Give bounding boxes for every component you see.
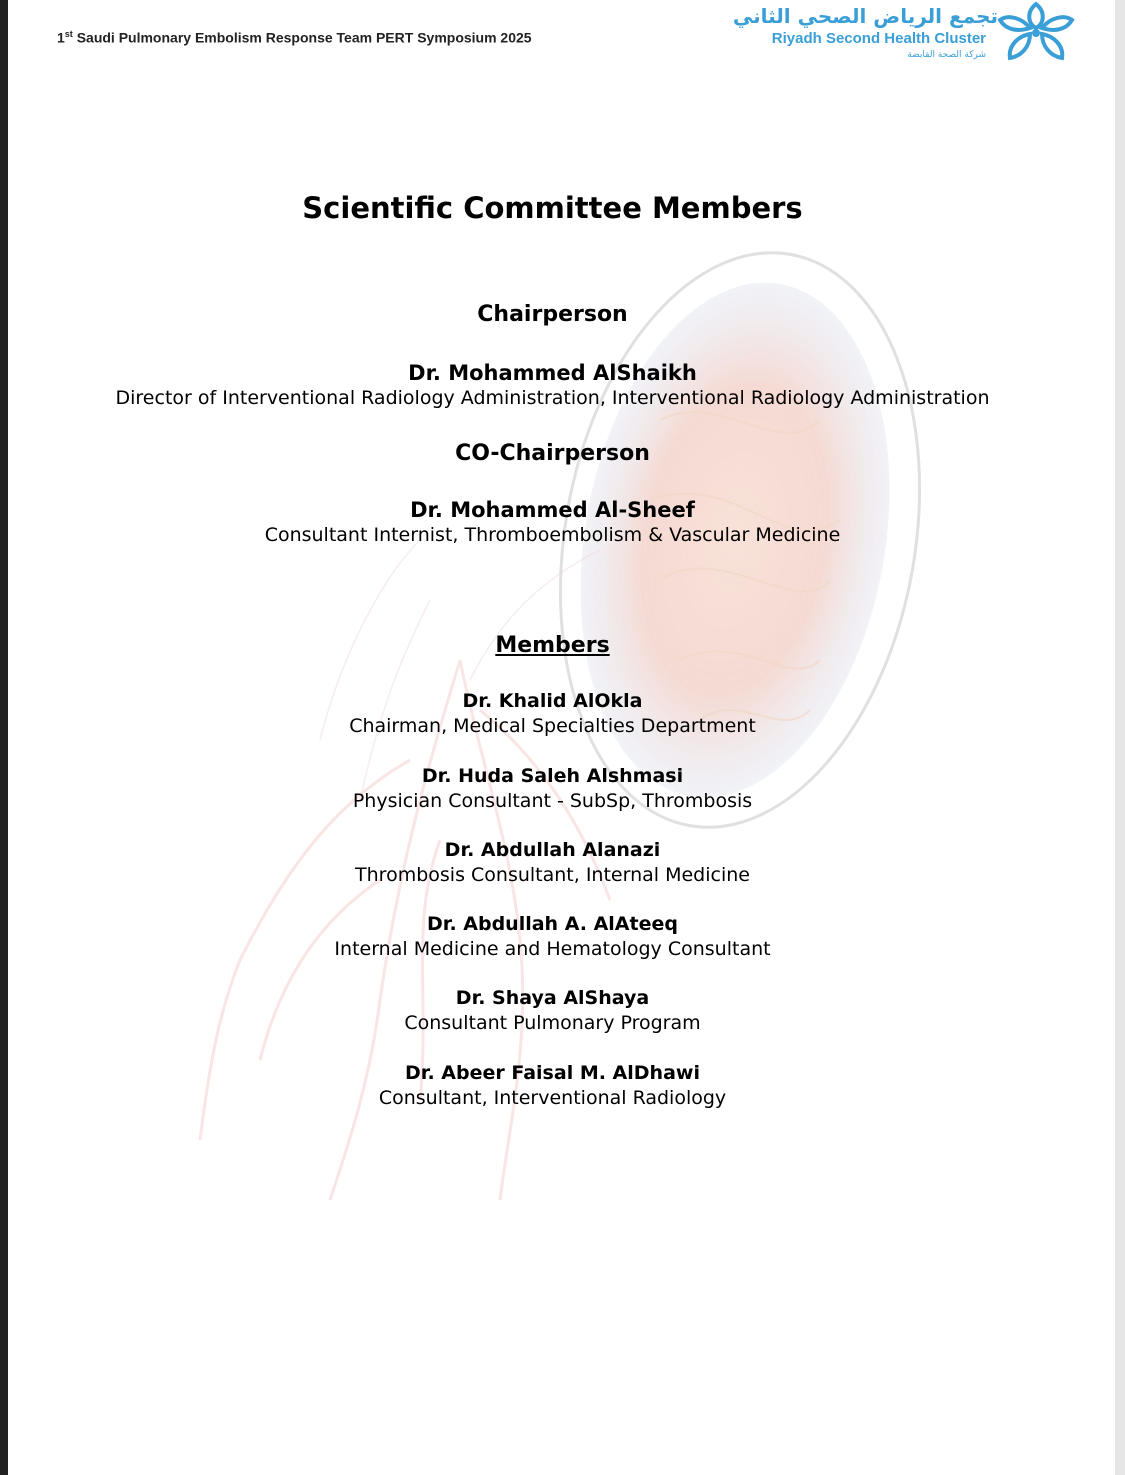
- member-name: Dr. Abdullah Alanazi: [444, 839, 661, 861]
- header-ordinal: 1: [57, 29, 65, 46]
- symposium-header: [57, 29, 532, 46]
- logo-arabic-name: تجمع الرياض الصحي الثاني: [732, 4, 998, 28]
- member-role: Consultant, Interventional Radiology: [378, 1087, 727, 1109]
- member-name: Dr. Huda Saleh Alshmasi: [421, 765, 684, 787]
- page-right-edge: [1115, 0, 1125, 1475]
- chairperson-heading: Chairperson: [477, 302, 628, 327]
- member-name: Dr. Shaya AlShaya: [455, 987, 650, 1009]
- header-symposium-name: Saudi Pulmonary Embolism Response Team PERT Symposium 2025: [72, 29, 532, 46]
- member-name: Dr. Abdullah A. AlAteeq: [427, 913, 678, 935]
- members-heading: Members: [495, 633, 610, 658]
- co-chairperson-name: Dr. Mohammed Al-Sheef: [410, 498, 695, 522]
- co-chairperson-role: Consultant Internist, Thromboembolism & Vascular Medicine: [264, 524, 841, 546]
- member-name: Dr. Khalid AlOkla: [462, 690, 643, 712]
- member-role: Chairman, Medical Specialties Department: [349, 715, 756, 737]
- page-title: Scientific Committee Members: [302, 191, 803, 225]
- chairperson-name: Dr. Mohammed AlShaikh: [408, 361, 697, 385]
- chairperson-role: Director of Interventional Radiology Administration, Interventional Radiology Administration: [115, 387, 990, 409]
- header-ordinal-suffix: st: [64, 29, 73, 39]
- member-role: Consultant Pulmonary Program: [404, 1012, 701, 1034]
- cluster-star-icon: [996, 0, 1076, 62]
- co-chairperson-heading: CO-Chairperson: [455, 441, 650, 466]
- logo-english-name: Riyadh Second Health Cluster: [771, 30, 986, 47]
- member-role: Physician Consultant - SubSp, Thrombosis: [352, 790, 753, 812]
- logo-arabic-subtitle: شركة الصحة القابضة: [907, 50, 986, 60]
- member-name: Dr. Abeer Faisal M. AlDhawi: [405, 1062, 700, 1084]
- member-role: Thrombosis Consultant, Internal Medicine: [355, 864, 750, 886]
- cluster-logo: [732, 0, 1090, 68]
- member-role: Internal Medicine and Hematology Consultant: [334, 938, 771, 960]
